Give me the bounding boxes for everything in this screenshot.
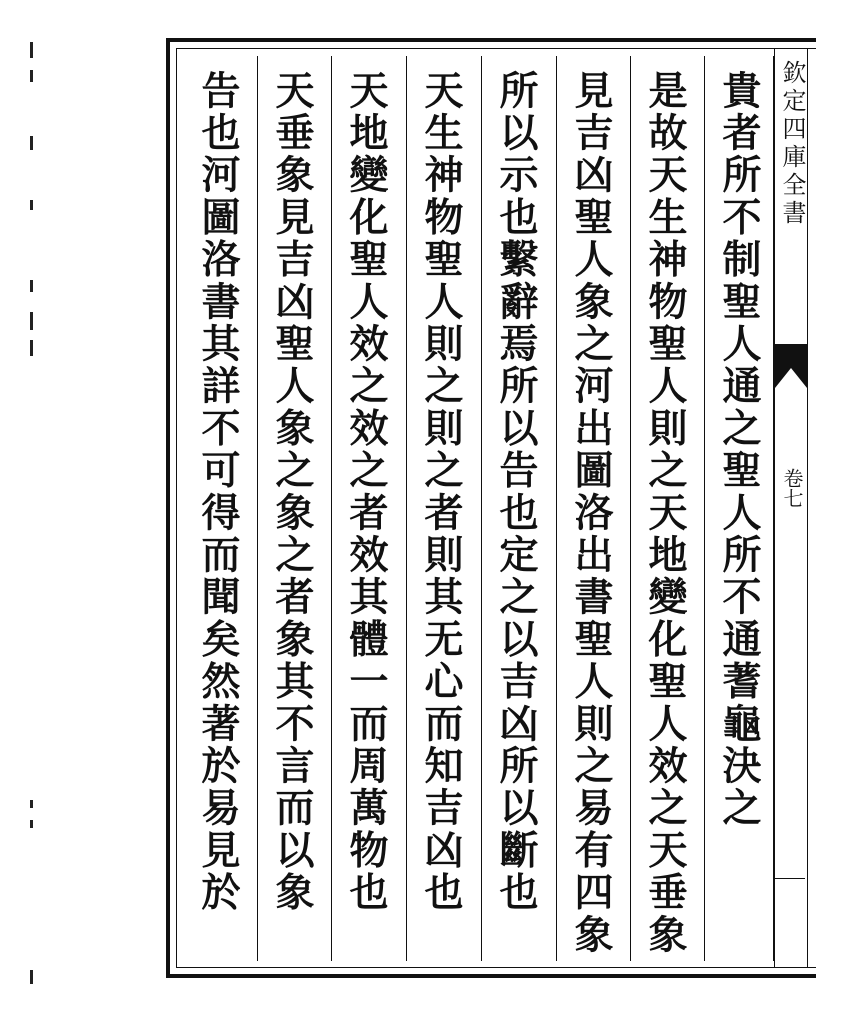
margin-rule [775,838,805,879]
column-text: 天生神物聖人則之則之者則其无心而知吉凶也 [418,70,464,914]
text-column-6 [332,56,407,961]
text-column-7 [258,56,332,961]
book-title: 欽定四庫全書 [778,60,806,228]
column-text: 是故天生神物聖人則之天地變化聖人效之天垂象 [642,70,688,957]
text-column-5 [407,56,482,961]
fish-tail-mark [775,344,807,388]
column-text: 天地變化聖人效之效之者效其體一而周萬物也 [343,70,389,914]
volume-number: 卷七 [780,468,804,508]
text-column-2 [631,56,705,961]
column-text: 天垂象見吉凶聖人象之象之者象其不言而以象 [269,70,315,914]
page-margin-column [774,48,808,968]
column-text: 所以示也繫辭焉所以告也定之以吉凶所以斷也 [493,70,539,914]
column-text: 見吉凶聖人象之河出圖洛出書聖人則之易有四象 [568,70,614,957]
text-column-3 [557,56,631,961]
text-column-1 [705,56,774,961]
column-text: 貴者所不制聖人通之聖人所不通蓍龜決之 [716,70,762,830]
column-text: 告也河圖洛書其詳不可得而聞矣然著於易見於 [195,70,241,914]
binding-gutter-marks [30,40,36,1000]
text-column-4 [482,56,557,961]
text-column-8 [184,56,258,961]
